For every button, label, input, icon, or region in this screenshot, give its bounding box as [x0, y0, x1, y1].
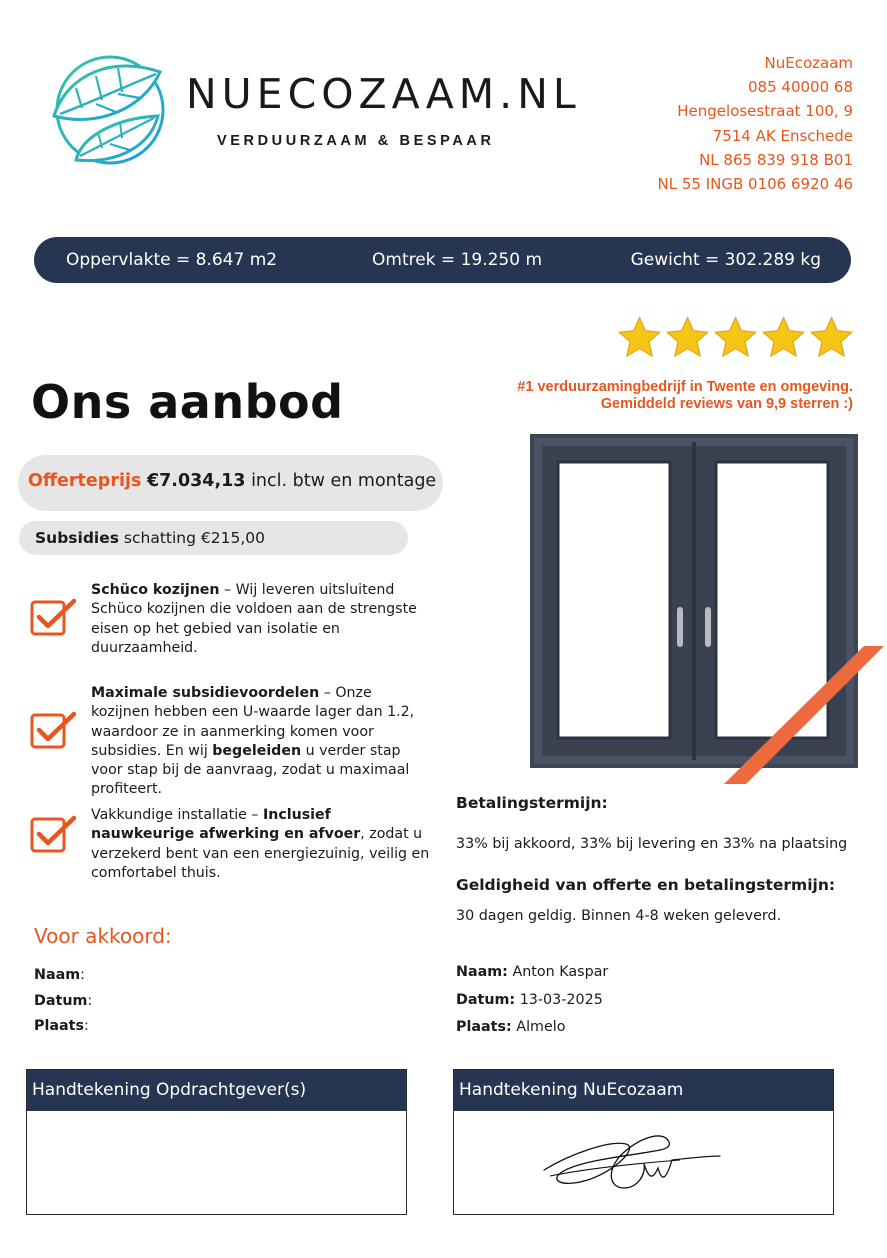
- subsidy-pill: [19, 521, 408, 555]
- company-details: [658, 51, 854, 196]
- handwritten-signature: [540, 1130, 722, 1194]
- company-name-field: Naam: Anton Kaspar: [456, 964, 609, 980]
- validity-heading: Geldigheid van offerte en betalingstermijn:: [456, 876, 836, 894]
- company-name: NuEcozaam: [764, 54, 853, 72]
- checkbox-check-icon: [30, 711, 76, 751]
- client-name-field: Naam:: [34, 967, 85, 983]
- brand-name: NUECOZAAM.NL: [186, 70, 581, 118]
- agreement-heading: Voor akkoord:: [34, 924, 172, 948]
- company-city: 7514 AK Enschede: [712, 126, 853, 145]
- star-icon: [760, 314, 807, 361]
- company-place-field: Plaats: Almelo: [456, 1019, 566, 1035]
- star-icon: [664, 314, 711, 361]
- feature-installation: Vakkundige installatie – Inclusief nauwkeurige afwerking en afvoer, zodat u verzekerd bent van een energiezuinig, veilig en comfortabel thuis.: [91, 807, 430, 881]
- star-icon: [808, 314, 855, 361]
- payment-heading: Betalingstermijn:: [456, 794, 608, 812]
- stat-perimeter: Omtrek = 19.250 m: [372, 250, 543, 270]
- subsidy-label: Subsidies: [35, 529, 119, 547]
- leaf-logo-icon: [46, 52, 168, 170]
- checkbox-check-icon: [30, 815, 76, 855]
- company-signature-heading: Handtekening NuEcozaam: [454, 1070, 833, 1111]
- stat-weight: Gewicht = 302.289 kg: [630, 250, 821, 270]
- feature-schuco: Schüco kozijnen – Wij leveren uitsluitend Schüco kozijnen die voldoen aan de strengste eisen op het gebied van isolatie en duurzaamheid.: [91, 582, 417, 656]
- stats-bar: [34, 237, 851, 283]
- checkbox-check-icon: [30, 598, 76, 638]
- company-phone: 085 40000 68: [748, 78, 853, 97]
- company-street: Hengelosestraat 100, 9: [677, 102, 853, 121]
- star-rating: [616, 314, 856, 364]
- price-label: Offerteprijs: [28, 471, 142, 491]
- stat-area: Oppervlakte = 8.647 m2: [66, 250, 278, 270]
- payment-text: 33% bij akkoord, 33% bij levering en 33% na plaatsing: [456, 836, 848, 852]
- price-pill: [18, 455, 443, 511]
- client-date-field: Datum:: [34, 993, 93, 1009]
- star-icon: [712, 314, 759, 361]
- claim-line-1: #1 verduurzamingbedrijf in Twente en omgeving.: [517, 379, 853, 395]
- company-date-field: Datum: 13-03-2025: [456, 992, 603, 1008]
- price-value: €7.034,13: [146, 471, 246, 491]
- price-suffix: incl. btw en montage: [251, 471, 437, 491]
- company-iban: NL 55 INGB 0106 6920 46: [657, 175, 853, 194]
- feature-subsidy: Maximale subsidievoordelen – Onze kozijnen hebben een U-waarde lager dan 1.2, waardoor ze in aanmerking komen voor subsidies. En wij begeleiden u verder stap voor stap bij de aanvraag, zodat u maximaal profiteert.: [91, 685, 415, 798]
- client-signature-box[interactable]: [26, 1069, 407, 1215]
- subsidy-value: schatting €215,00: [123, 529, 265, 547]
- window-frame-image: [528, 432, 887, 790]
- page-title: Ons aanbod: [31, 375, 344, 429]
- rating-claim: [517, 379, 853, 412]
- claim-line-2: Gemiddeld reviews van 9,9 sterren :): [600, 395, 853, 412]
- company-vat: NL 865 839 918 B01: [699, 150, 853, 169]
- client-signature-heading: Handtekening Opdrachtgever(s): [27, 1070, 406, 1111]
- star-icon: [616, 314, 663, 361]
- client-place-field: Plaats:: [34, 1018, 89, 1034]
- brand-tagline: VERDUURZAAM & BESPAAR: [217, 133, 495, 149]
- validity-text: 30 dagen geldig. Binnen 4-8 weken geleverd.: [456, 908, 782, 924]
